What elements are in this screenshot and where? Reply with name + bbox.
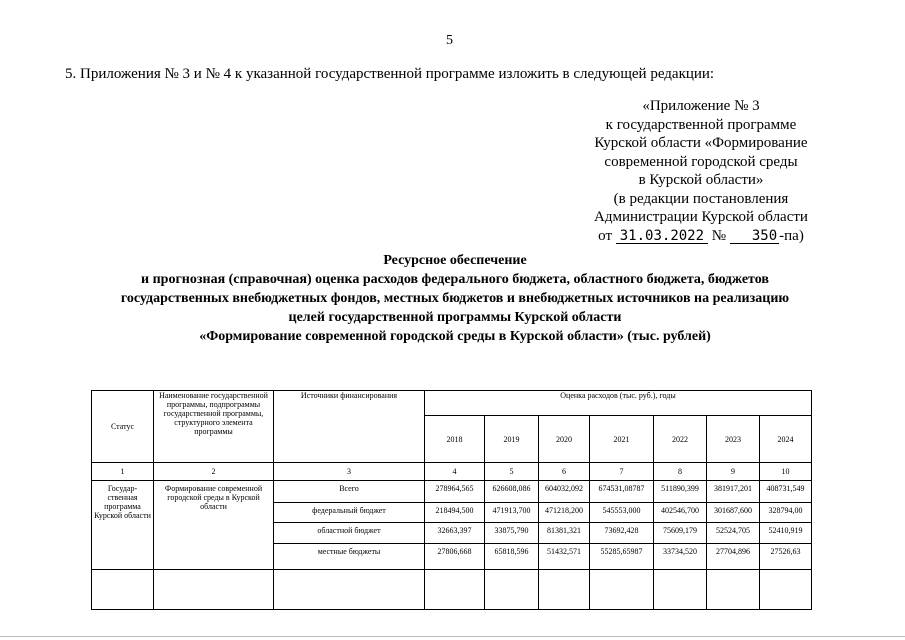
title-line: Ресурсное обеспечение [383, 253, 527, 268]
title-line: государственных внебюджетных фондов, местных бюджетов и внебюджетных источников на реализацию [120, 291, 790, 306]
header-status: Статус [92, 391, 154, 463]
value-cell: 278964,565 [425, 481, 485, 503]
page-number: 5 [446, 33, 453, 48]
source-cell: Всего [274, 481, 425, 503]
number-label: № [711, 227, 727, 244]
appendix-line: к государственной программе [605, 116, 797, 133]
value-cell: 27526,63 [760, 544, 812, 570]
title-line: и прогнозная (справочная) оценка расходов федерального бюджета, областного бюджета, бюджетов [141, 272, 769, 287]
column-number: 8 [654, 463, 707, 481]
value-cell: 52410,919 [760, 523, 812, 544]
column-number: 6 [539, 463, 590, 481]
value-cell: 75609,179 [654, 523, 707, 544]
table-continuation-row [92, 570, 812, 610]
status-cell: Государ-ственная программа Курской области [92, 481, 154, 570]
handwritten-number: 350 [730, 229, 779, 244]
column-number: 10 [760, 463, 812, 481]
value-cell: 471913,700 [485, 503, 539, 523]
value-cell: 381917,201 [707, 481, 760, 503]
column-number: 5 [485, 463, 539, 481]
appendix-line: Администрации Курской области [594, 209, 808, 225]
appendix-line: Курской области «Формирование [594, 135, 808, 151]
header-year: 2024 [760, 416, 812, 463]
value-cell: 73692,428 [590, 523, 654, 544]
value-cell: 674531,08787 [590, 481, 654, 503]
title-line: целей государственной программы Курской области [288, 310, 622, 325]
from-label: от [598, 227, 612, 244]
header-estimate: Оценка расходов (тыс. руб.), годы [425, 391, 812, 416]
value-cell: 218494,500 [425, 503, 485, 523]
header-year: 2018 [425, 416, 485, 463]
value-cell: 55285,65987 [590, 544, 654, 570]
value-cell: 27806,668 [425, 544, 485, 570]
value-cell: 52524,705 [707, 523, 760, 544]
value-cell: 604032,092 [539, 481, 590, 503]
value-cell: 27704,896 [707, 544, 760, 570]
appendix-line: (в редакции постановления [613, 190, 789, 207]
column-numbers-row [92, 463, 812, 481]
header-name: Наименование государственной программы, подпрограммы государственной программы, структурного элемента программы [154, 391, 274, 463]
header-year: 2020 [539, 416, 590, 463]
appendix-line: современной городской среды [604, 153, 798, 170]
value-cell: 33734,520 [654, 544, 707, 570]
value-cell: 33875,790 [485, 523, 539, 544]
column-number: 1 [92, 463, 154, 481]
header-sources: Источники финансирования [274, 391, 425, 463]
resource-table [91, 390, 812, 610]
handwritten-date: 31.03.2022 [616, 229, 708, 244]
intro-paragraph: 5. Приложения № 3 и № 4 к указанной государственной программе изложить в следующей редакции: [65, 66, 715, 82]
column-number: 4 [425, 463, 485, 481]
document-title [60, 251, 850, 346]
table-row [92, 481, 812, 503]
number-suffix: -па) [779, 227, 804, 244]
column-number: 2 [154, 463, 274, 481]
value-cell: 81381,321 [539, 523, 590, 544]
header-year: 2022 [654, 416, 707, 463]
value-cell: 32663,397 [425, 523, 485, 544]
appendix-line: в Курской области» [638, 172, 764, 188]
source-cell: федеральный бюджет [274, 503, 425, 523]
appendix-line: «Приложение № 3 [642, 98, 760, 114]
appendix-date-line [585, 227, 817, 246]
appendix-heading [585, 97, 817, 245]
value-cell: 402546,700 [654, 503, 707, 523]
value-cell: 511890,399 [654, 481, 707, 503]
column-number: 3 [274, 463, 425, 481]
title-line: «Формирование современной городской среды в Курской области» (тыс. рублей) [199, 329, 711, 344]
source-cell: областной бюджет [274, 523, 425, 544]
column-number: 7 [590, 463, 654, 481]
value-cell: 626608,086 [485, 481, 539, 503]
value-cell: 545553,000 [590, 503, 654, 523]
header-year: 2019 [485, 416, 539, 463]
header-year: 2023 [707, 416, 760, 463]
value-cell: 51432,571 [539, 544, 590, 570]
column-number: 9 [707, 463, 760, 481]
value-cell: 301687,600 [707, 503, 760, 523]
scan-edge-line [0, 636, 905, 637]
value-cell: 471218,200 [539, 503, 590, 523]
value-cell: 328794,00 [760, 503, 812, 523]
value-cell: 65818,596 [485, 544, 539, 570]
value-cell: 408731,549 [760, 481, 812, 503]
source-cell: местные бюджеты [274, 544, 425, 570]
program-name-cell: Формирование современной городской среды в Курской области [154, 481, 274, 570]
header-year: 2021 [590, 416, 654, 463]
